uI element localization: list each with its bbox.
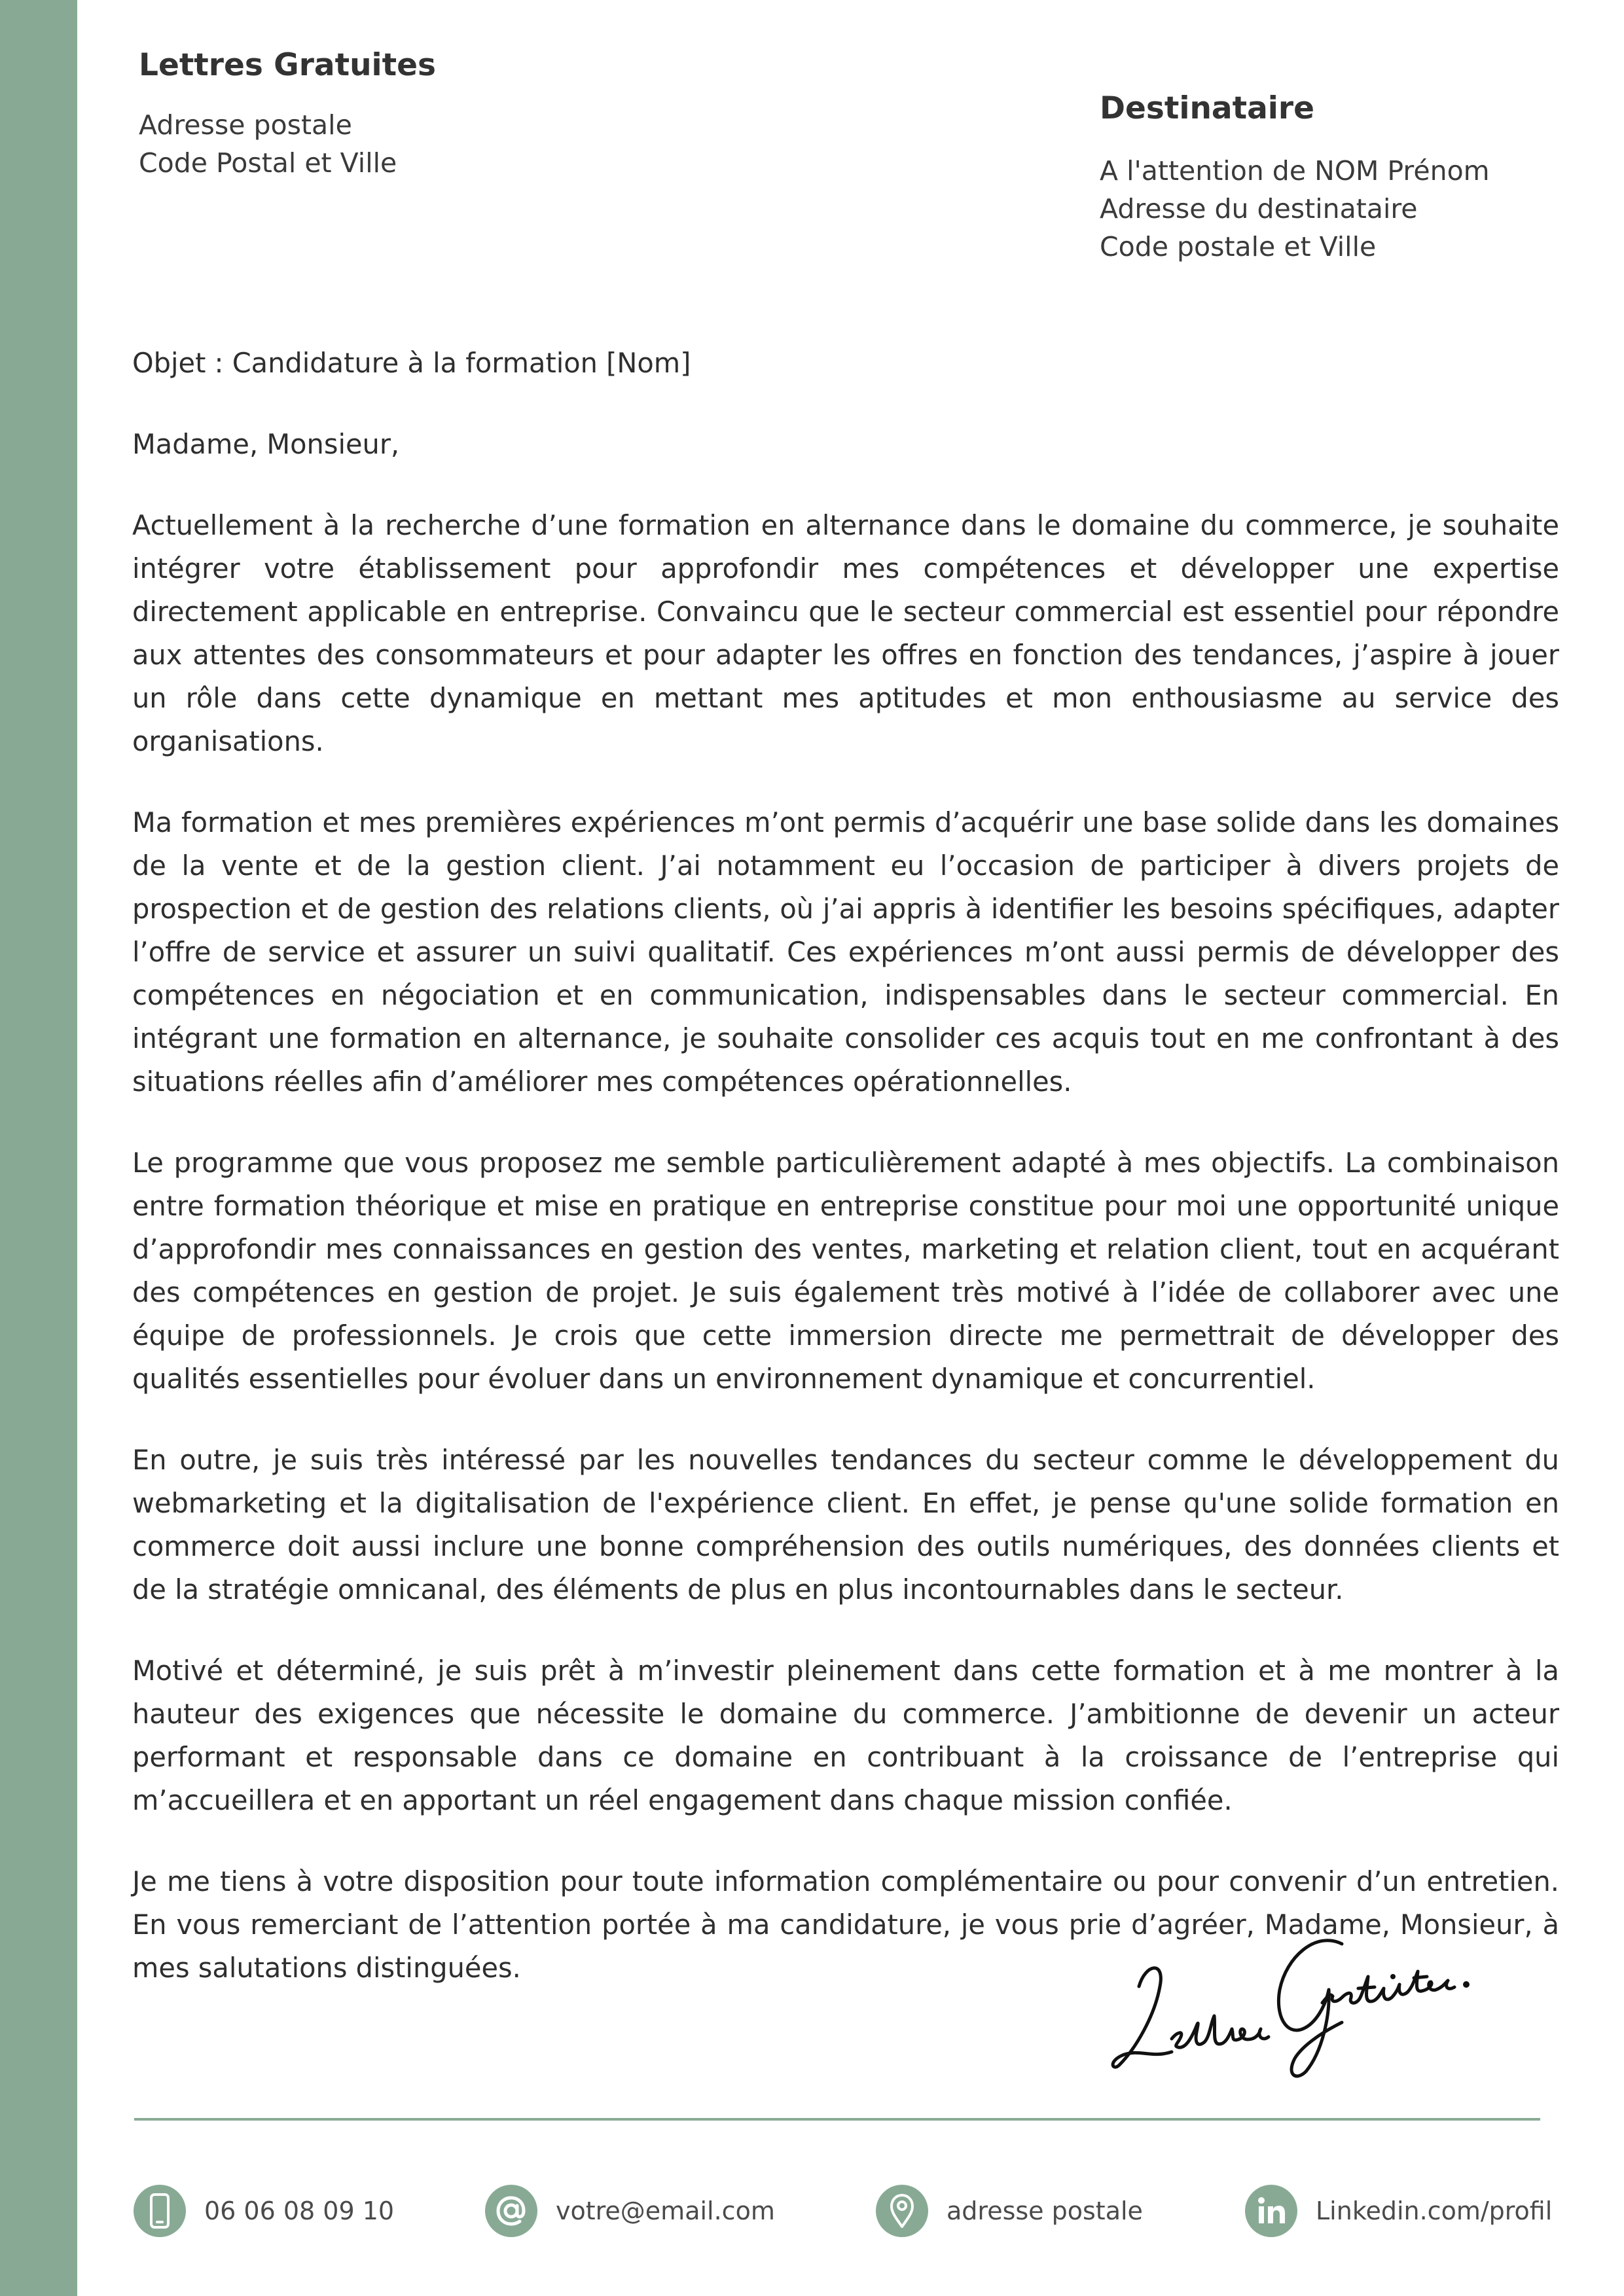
recipient-attention-line: A l'attention de NOM Prénom bbox=[1100, 155, 1490, 187]
footer-phone bbox=[134, 2185, 394, 2237]
footer-divider bbox=[134, 2118, 1540, 2121]
letter-greeting: Madame, Monsieur, bbox=[132, 428, 400, 460]
sender-name: Lettres Gratuites bbox=[139, 47, 436, 83]
postal-address: adresse postale bbox=[947, 2197, 1143, 2225]
sender-city-line: Code Postal et Ville bbox=[139, 147, 397, 179]
location-pin-icon bbox=[876, 2185, 928, 2237]
footer-email bbox=[485, 2185, 775, 2237]
footer-address bbox=[876, 2185, 1143, 2237]
phone-icon bbox=[134, 2185, 186, 2237]
letter-paragraph-5: Motivé et déterminé, je suis prêt à m’investir pleinement dans cette formation et à me montrer à la hauteur des exigences que nécessite le domaine du commerce. J’ambitionne de devenir un acteur performant et responsable dans ce domaine en contribuant à la croissance de l’entreprise qui m’accueillera et en apportant un réel engagement dans chaque mission confiée. bbox=[132, 1655, 1559, 1816]
recipient-heading: Destinataire bbox=[1100, 90, 1314, 126]
letter-paragraph-3: Le programme que vous proposez me semble particulièrement adapté à mes objectifs. La combinaison entre formation théorique et mise en pratique en entreprise constitue pour moi une opportunité unique d’approfondir mes connaissances en gestion des ventes, marketing et relation client, tout en acquérant des compétences en gestion de projet. Je suis également très motivé à l’idée de collaborer avec une équipe de professionnels. Je crois que cette immersion directe me permettrait de développer des qualités essentielles pour évoluer dans un environnement dynamique et concurrentiel. bbox=[132, 1147, 1559, 1395]
linkedin-profile: Linkedin.com/profil bbox=[1316, 2197, 1553, 2225]
linkedin-icon bbox=[1245, 2185, 1297, 2237]
letter-paragraph-2: Ma formation et mes premières expériences m’ont permis d’acquérir une base solide dans les domaines de la vente et de la gestion client. J’ai notamment eu l’occasion de participer à divers projets de prospection et de gestion des relations clients, où j’ai appris à identifier les besoins spécifiques, adapter l’offre de service et assurer un suivi qualitatif. Ces expériences m’ont aussi permis de développer des compétences en négociation et en communication, indispensables dans le secteur commercial. En intégrant une formation en alternance, je souhaite consolider ces acquis tout en me confrontant à des situations réelles afin d’améliorer mes compétences opérationnelles. bbox=[132, 806, 1559, 1098]
footer-linkedin bbox=[1245, 2185, 1552, 2237]
letter-paragraph-6: Je me tiens à votre disposition pour toute information complémentaire ou pour convenir d’un entretien. En vous remerciant de l’attention portée à ma candidature, je vous prie d’agréer, Madame, Monsieur, à mes salutations distinguées. bbox=[132, 1865, 1559, 1984]
handwritten-signature bbox=[1100, 1924, 1479, 2081]
letter-paragraph-1: Actuellement à la recherche d’une formation en alternance dans le domaine du commerce, je souhaite intégrer votre établissement pour approfondir mes compétences et développer une expertise directement applicable en entreprise. Convaincu que le secteur commercial est essentiel pour répondre aux attentes des consommateurs et pour adapter les offres en fonction des tendances, j’aspire à jouer un rôle dans cette dynamique en mettant mes aptitudes et mon enthousiasme au service des organisations. bbox=[132, 509, 1559, 757]
recipient-block bbox=[1100, 90, 1571, 266]
letter-paragraph-4: En outre, je suis très intéressé par les nouvelles tendances du secteur comme le développement du webmarketing et la digitalisation de l'expérience client. En effet, je pense qu'une solide formation en commerce doit aussi inclure une bonne compréhension des outils numériques, des données clients et de la stratégie omnicanal, des éléments de plus en plus incontournables dans le secteur. bbox=[132, 1444, 1559, 1605]
letter-body bbox=[132, 342, 1559, 2028]
recipient-city-line: Code postale et Ville bbox=[1100, 231, 1377, 263]
letter-subject: Objet : Candidature à la formation [Nom] bbox=[132, 347, 691, 379]
sender-address-line: Adresse postale bbox=[139, 109, 352, 141]
at-icon bbox=[485, 2185, 537, 2237]
email-address: votre@email.com bbox=[556, 2197, 775, 2225]
sender-block bbox=[139, 47, 728, 182]
side-accent-bar bbox=[0, 0, 77, 2296]
phone-number: 06 06 08 09 10 bbox=[204, 2197, 395, 2225]
recipient-address-line: Adresse du destinataire bbox=[1100, 193, 1418, 225]
